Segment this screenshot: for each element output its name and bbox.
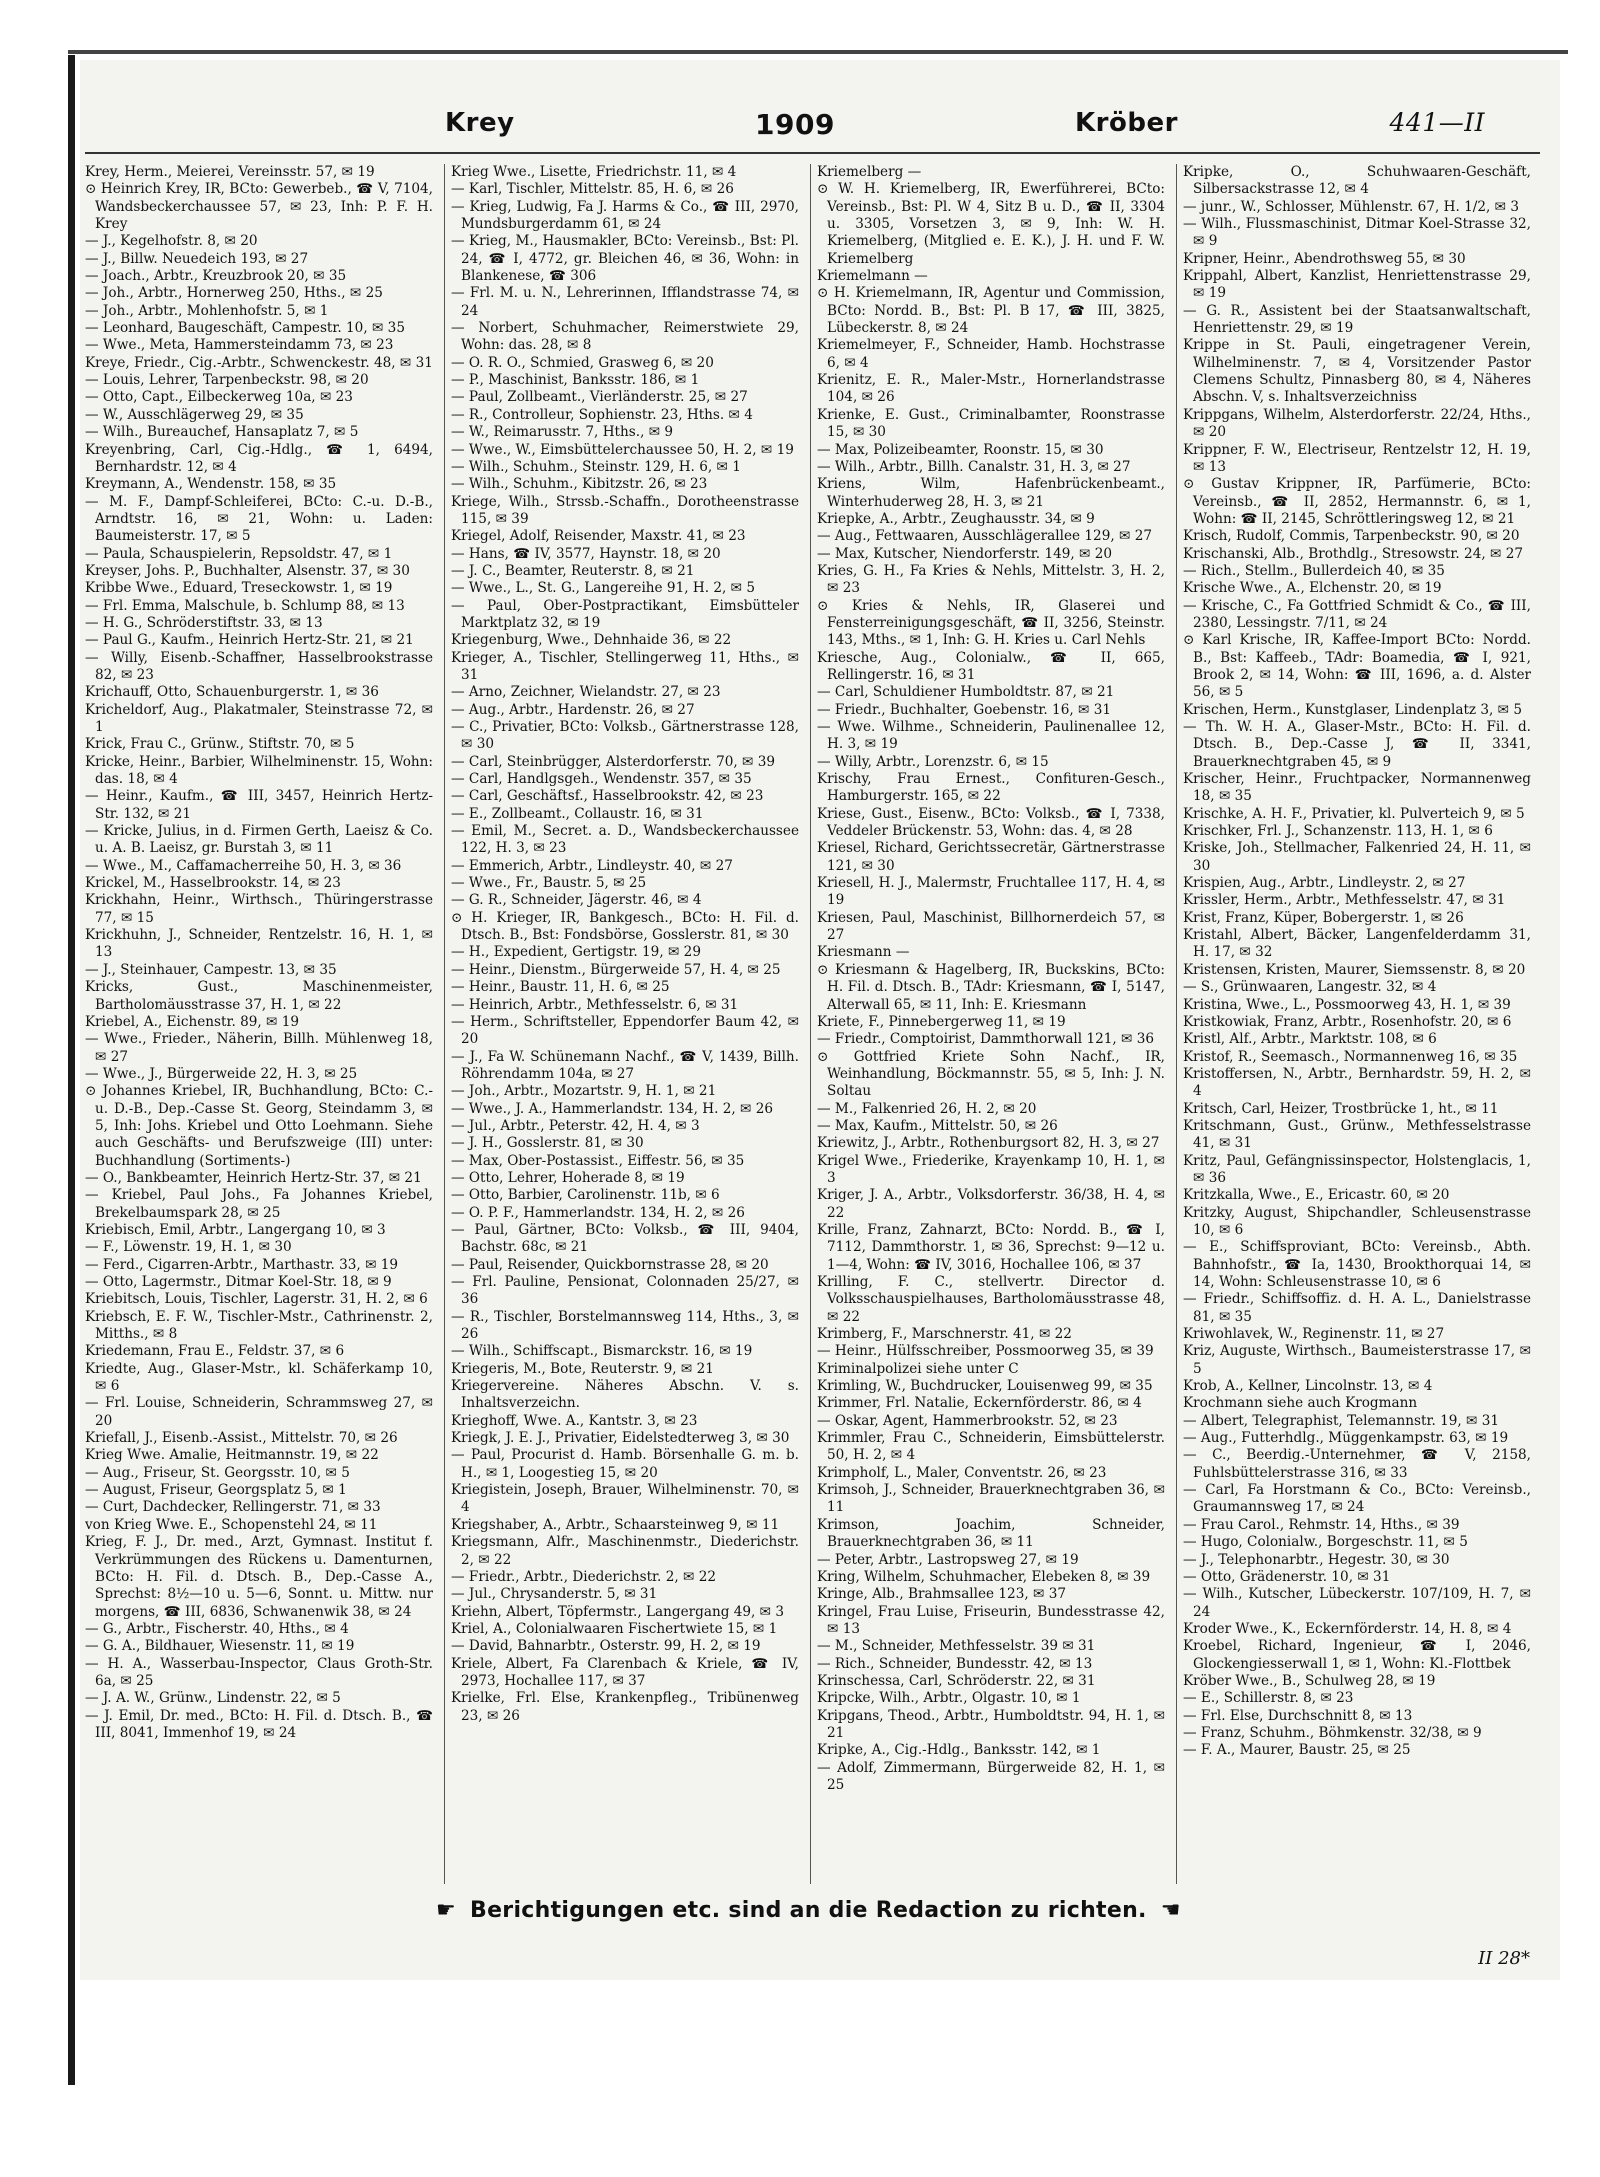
directory-entry: Kriewitz, J., Arbtr., Rothenburgsort 82, H. 3, ✉ 27 (817, 1135, 1160, 1152)
directory-entry: — H., Expedient, Gertigstr. 19, ✉ 29 (451, 944, 701, 961)
directory-entry: Kriele, Albert, Fa Clarenbach & Kriele, ☎ IV, 2973, Hochallee 117, ✉ 37 (451, 1655, 799, 1689)
directory-entry: — J. Emil, Dr. med., BCto: H. Fil. d. Dtsch. B., ☎ III, 8041, Immenhof 19, ✉ 24 (85, 1707, 433, 1741)
directory-entry: Krieger, A., Tischler, Stellingerweg 11, Hths., ✉ 31 (451, 649, 799, 683)
directory-entry: Krob, A., Kellner, Lincolnstr. 13, ✉ 4 (1183, 1378, 1433, 1395)
directory-entry: Kriegistein, Joseph, Brauer, Wilhelminenstr. 70, ✉ 4 (451, 1482, 799, 1516)
directory-entry: — Arno, Zeichner, Wielandstr. 27, ✉ 23 (451, 684, 721, 701)
directory-entry: — J., Fa W. Schünemann Nachf., ☎ V, 1439, Billh. Röhrendamm 104a, ✉ 27 (451, 1048, 799, 1082)
directory-entry: Kriebisch, Emil, Arbtr., Langergang 10, ✉ 3 (85, 1221, 386, 1238)
directory-entry: — Frl. M. u. N., Lehrerinnen, Ifflandstrasse 74, ✉ 24 (451, 285, 799, 319)
directory-entry: — Paul, Ober-Postpractikant, Eimsbütteler Marktplatz 32, ✉ 19 (451, 597, 799, 631)
directory-entry: — Frl. Pauline, Pensionat, Colonnaden 25/27, ✉ 36 (451, 1274, 799, 1308)
directory-entry: Kriege, Wilh., Strssb.-Schaffn., Dorotheenstrasse 115, ✉ 39 (451, 493, 799, 527)
directory-entry: — Albert, Telegraphist, Telemannstr. 19, ✉ 31 (1183, 1412, 1500, 1429)
directory-entry: — Karl, Tischler, Mittelstr. 85, H. 6, ✉ 26 (451, 181, 734, 198)
directory-entry: Kring, Wilhelm, Schuhmacher, Elebeken 8, ✉ 39 (817, 1568, 1151, 1585)
directory-entry: Kroebel, Richard, Ingenieur, ☎ I, 2046, Glockengiesserwall 1, ✉ 1, Wohn: Kl.-Flottbek (1183, 1638, 1531, 1672)
header-page-number: 441—II (1389, 108, 1485, 137)
directory-entry: — F. A., Maurer, Baustr. 25, ✉ 25 (1183, 1742, 1411, 1759)
directory-entry: — Krieg, M., Hausmakler, BCto: Vereinsb., Bst: Pl. 24, ☎ I, 4772, gr. Bleichen 46, ✉ 36, Wohn: in Blankenese, ☎ 306 (451, 233, 799, 285)
page-header (85, 108, 1540, 148)
directory-entry: — Joh., Arbtr., Mohlenhofstr. 5, ✉ 1 (85, 302, 329, 319)
directory-entry: — Heinr., Kaufm., ☎ III, 3457, Heinrich Hertz-Str. 132, ✉ 21 (85, 788, 433, 822)
directory-entry: Krilling, F. C., stellvertr. Director d. Volksschauspielhauses, Bartholomäusstrasse 48, ✉ 22 (817, 1274, 1165, 1325)
directory-entry: — J., Billw. Neuedeich 193, ✉ 27 (85, 250, 309, 267)
directory-entry: Krippgans, Wilhelm, Alsterdorferstr. 22/24, Hths., ✉ 20 (1183, 406, 1531, 441)
directory-entry: — G., Arbtr., Fischerstr. 40, Hths., ✉ 4 (85, 1620, 349, 1637)
directory-entry: Kriebitsch, Louis, Tischler, Lagerstr. 31, H. 2, ✉ 6 (85, 1291, 428, 1308)
directory-entry: — Curt, Dachdecker, Rellingerstr. 71, ✉ 33 (85, 1499, 381, 1516)
directory-entry: Krischer, Heinr., Fruchtpacker, Normannenweg 18, ✉ 35 (1183, 771, 1531, 805)
directory-entry: Krippe in St. Pauli, eingetragener Verein, Wilhelminenstr. 7, ✉ 4, Vorsitzender Pastor Clemens Schultz, Pinnasberg 80, ✉ 4, Näheres Abschn. V, s. Inhaltsverzeichniss (1183, 337, 1531, 406)
directory-entry: Krispien, Aug., Arbtr., Lindleystr. 2, ✉ 27 (1183, 875, 1466, 892)
pointing-hand-left-icon: ☚ (1160, 1898, 1181, 1923)
directory-entry: — Max, Ober-Postassist., Eiffestr. 56, ✉ 35 (451, 1152, 745, 1169)
directory-entry: — Wwe., Frieder., Näherin, Billh. Mühlenweg 18, ✉ 27 (85, 1031, 433, 1065)
directory-entry: Krist, Franz, Küper, Bobergerstr. 1, ✉ 26 (1183, 909, 1464, 926)
directory-entry: — Heinr., Hülfsschreiber, Possmoorweg 35, ✉ 39 (817, 1343, 1154, 1360)
directory-entry: Krimsoh, J., Schneider, Brauerknechtgraben 36, ✉ 11 (817, 1482, 1165, 1516)
directory-entry: — Norbert, Schuhmacher, Reimerstwiete 29, Wohn: das. 28, ✉ 8 (451, 320, 799, 354)
directory-entry: — Max, Polizeibeamter, Roonstr. 15, ✉ 30 (817, 441, 1104, 458)
directory-entry: Kripgans, Theod., Arbtr., Humboldtstr. 94, H. 1, ✉ 21 (817, 1707, 1165, 1741)
directory-entry: Kringe, Alb., Brahmsallee 123, ✉ 37 (817, 1586, 1066, 1603)
directory-entry: — Rich., Schneider, Bundesstr. 42, ✉ 13 (817, 1655, 1093, 1672)
directory-entry: ⊙ W. H. Kriemelberg, IR, Ewerführerei, BCto: Vereinsb., Bst: Pl. W 4, Sitz B u. D., ☎ II, 3304 u. 3305, Vorsetzen 3, ✉ 9, Inh: W. H. Kriemelberg, (Mitglied e. E. K.), J. H. und F. W. Kriemelberg (817, 181, 1165, 267)
directory-entry: — Th. W. H. A., Glaser-Mstr., BCto: H. Fil. d. Dtsch. B., Dep.-Casse J, ☎ II, 3341, Brauerknechtgraben 45, ✉ 9 (1183, 719, 1531, 770)
directory-entry: von Krieg Wwe. E., Schopenstehl 24, ✉ 11 (85, 1516, 378, 1533)
column-divider (1176, 164, 1177, 1884)
directory-entry: Kristof, R., Seemasch., Normannenweg 16, ✉ 35 (1183, 1048, 1518, 1065)
directory-entry: Kriemelmann — (817, 268, 928, 285)
directory-entry: Kries, G. H., Fa Kries & Nehls, Mittelstr. 3, H. 2, ✉ 23 (817, 562, 1165, 597)
directory-entry: Krischanski, Alb., Brothdlg., Stresowstr. 24, ✉ 27 (1183, 545, 1523, 562)
directory-entry: — J., Telephonarbtr., Hegestr. 30, ✉ 30 (1183, 1551, 1450, 1568)
directory-entry: — Friedr., Arbtr., Diederichstr. 2, ✉ 22 (451, 1568, 716, 1585)
directory-entry: — R., Tischler, Borstelmannsweg 114, Hths., 3, ✉ 26 (451, 1308, 799, 1343)
directory-column-3 (817, 164, 1165, 1884)
directory-entry: — Kricke, Julius, in d. Firmen Gerth, Laeisz & Co. u. A. B. Laeisz, gr. Burstah 3, ✉ 11 (85, 823, 433, 857)
directory-entry: Krissler, Herm., Arbtr., Methfesselstr. 47, ✉ 31 (1183, 892, 1506, 909)
column-divider (444, 164, 445, 1884)
directory-entry: Krischen, Herm., Kunstglaser, Lindenplatz 3, ✉ 5 (1183, 701, 1523, 718)
directory-entry: — Heinr., Dienstm., Bürgerweide 57, H. 4, ✉ 25 (451, 961, 781, 978)
directory-entry: Kriegervereine. Näheres Abschn. V. s. Inhaltsverzeichn. (451, 1378, 799, 1412)
directory-entry: — Wwe., J. A., Hammerlandstr. 134, H. 2, ✉ 26 (451, 1100, 774, 1117)
directory-entry: Krielke, Frl. Else, Krankenpfleg., Tribünenweg 23, ✉ 26 (451, 1690, 799, 1724)
directory-entry: — Wwe., Meta, Hammersteindamm 73, ✉ 23 (85, 337, 394, 354)
directory-entry: — Jul., Arbtr., Peterstr. 42, H. 4, ✉ 3 (451, 1117, 700, 1134)
directory-entry: — J., Kegelhofstr. 8, ✉ 20 (85, 233, 258, 250)
directory-entry: Kriegeris, M., Bote, Reuterstr. 9, ✉ 21 (451, 1360, 714, 1377)
directory-entry: Kripke, O., Schuhwaaren-Geschäft, Silbersackstrasse 12, ✉ 4 (1183, 164, 1531, 198)
directory-entry: — Rich., Stellm., Bullerdeich 40, ✉ 35 (1183, 562, 1445, 579)
directory-entry: — O. R. O., Schmied, Grasweg 6, ✉ 20 (451, 354, 714, 371)
directory-entry: — Hugo, Colonialw., Borgeschstr. 11, ✉ 5 (1183, 1534, 1468, 1551)
directory-entry: Krimpholf, L., Maler, Conventstr. 26, ✉ 23 (817, 1464, 1107, 1481)
directory-entry: Kristahl, Albert, Bäcker, Langenfelderdamm 31, H. 17, ✉ 32 (1183, 927, 1531, 961)
directory-entry: — Paula, Schauspielerin, Repsoldstr. 47, ✉ 1 (85, 545, 393, 562)
directory-entry: — Wilh., Arbtr., Billh. Canalstr. 31, H. 3, ✉ 27 (817, 458, 1131, 475)
directory-entry: ⊙ Johannes Kriebel, IR, Buchhandlung, BCto: C.-u. D.-B., Dep.-Casse St. Georg, Steindamm 3, ✉ 5, Inh: Johs. Kriebel und Otto Loehmann. Siehe auch Geschäfts- und Berufszweige (III) unter: Buchhandlung (Sortiments-) (85, 1083, 433, 1169)
directory-entry: — Wwe., W., Eimsbüttelerchaussee 50, H. 2, ✉ 19 (451, 441, 794, 458)
directory-entry: Kriegshaber, A., Arbtr., Schaarsteinweg 9, ✉ 11 (451, 1516, 780, 1533)
directory-entry: — Frl. Louise, Schneiderin, Schrammsweg 27, ✉ 20 (85, 1395, 433, 1429)
directory-entry: — Heinrich, Arbtr., Methfesselstr. 6, ✉ 31 (451, 996, 739, 1013)
directory-entry: — G. R., Assistent bei der Staatsanwaltschaft, Henriettenstr. 29, ✉ 19 (1183, 302, 1531, 337)
directory-entry: — E., Zollbeamt., Collaustr. 16, ✉ 31 (451, 805, 704, 822)
directory-entry: ⊙ Heinrich Krey, IR, BCto: Gewerbeb., ☎ V, 7104, Wandsbeckerchaussee 57, ✉ 23, Inh: P. F. H. Krey (85, 181, 433, 233)
directory-entry: — Friedr., Buchhalter, Goebenstr. 16, ✉ 31 (817, 701, 1112, 718)
footer-note-text: Berichtigungen etc. sind an die Redaction zu richten. (470, 1898, 1147, 1923)
directory-entry: Kriens, Wilm, Hafenbrückenbeamt., Winterhuderweg 28, H. 3, ✉ 21 (817, 476, 1165, 510)
directory-entry: Kripcke, Wilh., Arbtr., Olgastr. 10, ✉ 1 (817, 1690, 1081, 1707)
directory-entry: — Carl, Steinbrügger, Alsterdorferstr. 70, ✉ 39 (451, 753, 776, 770)
directory-entry: Krick, Frau C., Grünw., Stiftstr. 70, ✉ 5 (85, 736, 355, 753)
directory-entry: Kriske, Joh., Stellmacher, Falkenried 24, H. 11, ✉ 30 (1183, 840, 1531, 874)
header-year: 1909 (755, 108, 835, 141)
directory-entry: — Wwe., Fr., Baustr. 5, ✉ 25 (451, 875, 647, 892)
directory-entry: — Hans, ☎ IV, 3577, Haynstr. 18, ✉ 20 (451, 545, 721, 562)
directory-entry: — August, Friseur, Georgsplatz 5, ✉ 1 (85, 1482, 347, 1499)
directory-entry: Kribbe Wwe., Eduard, Treseckowstr. 1, ✉ 19 (85, 580, 393, 597)
directory-entry: — R., Controlleur, Sophienstr. 23, Hths. ✉ 4 (451, 406, 753, 423)
directory-entry: — Joach., Arbtr., Kreuzbrook 20, ✉ 35 (85, 268, 347, 285)
directory-entry: Kripke, A., Cig.-Hdlg., Banksstr. 142, ✉ 1 (817, 1742, 1101, 1759)
directory-entry: — O., Bankbeamter, Heinrich Hertz-Str. 37, ✉ 21 (85, 1169, 422, 1186)
directory-entry: — F., Löwenstr. 19, H. 1, ✉ 30 (85, 1239, 292, 1256)
directory-entry: Kriehn, Albert, Töpfermstr., Langergang 49, ✉ 3 (451, 1603, 785, 1620)
directory-entry: — Otto, Lagermstr., Ditmar Koel-Str. 18, ✉ 9 (85, 1274, 392, 1290)
directory-entry: — Willy, Eisenb.-Schaffner, Hasselbrookstrasse 82, ✉ 23 (85, 649, 433, 683)
directory-entry: Krienitz, E. R., Maler-Mstr., Hornerlandstrasse 104, ✉ 26 (817, 372, 1165, 406)
directory-entry: Kristl, Alf., Arbtr., Marktstr. 108, ✉ 6 (1183, 1031, 1437, 1048)
directory-entry: — O. P. F., Hammerlandstr. 134, H. 2, ✉ 26 (451, 1204, 745, 1221)
directory-entry: Krimson, Joachim, Schneider, Brauerknechtgraben 36, ✉ 11 (817, 1516, 1165, 1551)
directory-entry: Krickel, M., Hasselbrookstr. 14, ✉ 23 (85, 875, 341, 892)
directory-entry: ⊙ Kries & Nehls, IR, Glaserei und Fensterreinigungsgeschäft, ☎ II, 3256, Steinstr. 143, Mths., ✉ 1, Inh: G. H. Kries u. Carl Nehls (817, 597, 1165, 649)
directory-column-1 (85, 164, 433, 1884)
directory-entry: — Wilh., Schuhm., Steinstr. 129, H. 6, ✉ 1 (451, 458, 741, 475)
directory-entry: — Wwe. Wilhme., Schneiderin, Paulinenallee 12, H. 3, ✉ 19 (817, 719, 1165, 753)
directory-entry: — Max, Kutscher, Niendorferstr. 149, ✉ 20 (817, 545, 1113, 562)
directory-entry: Krischker, Frl. J., Schanzenstr. 113, H. 1, ✉ 6 (1183, 823, 1493, 840)
directory-entry: Kriefall, J., Eisenb.-Assist., Mittelstr. 70, ✉ 26 (85, 1430, 398, 1447)
directory-entry: Kriegsmann, Alfr., Maschinenmstr., Diederichstr. 2, ✉ 22 (451, 1534, 799, 1568)
directory-entry: — Willy, Arbtr., Lorenzstr. 6, ✉ 15 (817, 753, 1049, 770)
directory-entry: Kriesche, Aug., Colonialw., ☎ II, 665, Rellingerstr. 16, ✉ 31 (817, 649, 1165, 683)
directory-entry: Kristkowiak, Franz, Arbtr., Rosenhofstr. 20, ✉ 6 (1183, 1013, 1512, 1030)
directory-entry: — Heinr., Baustr. 11, H. 6, ✉ 25 (451, 979, 670, 996)
directory-entry: — Wwe., M., Caffamacherreihe 50, H. 3, ✉ 36 (85, 857, 402, 874)
directory-entry: Kriger, J. A., Arbtr., Volksdorferstr. 36/38, H. 4, ✉ 22 (817, 1187, 1165, 1221)
directory-entry: — Max, Kaufm., Mittelstr. 50, ✉ 26 (817, 1117, 1058, 1134)
directory-entry: Kriegk, J. E. J., Privatier, Eidelstedterweg 3, ✉ 30 (451, 1430, 790, 1447)
directory-entry: Kripner, Heinr., Abendrothsweg 55, ✉ 30 (1183, 250, 1466, 267)
directory-entry: Kriepke, A., Arbtr., Zeughausstr. 34, ✉ 9 (817, 510, 1095, 527)
directory-entry: Krische Wwe., A., Elchenstr. 20, ✉ 19 (1183, 580, 1442, 597)
directory-entry: — Carl, Geschäftsf., Hasselbrookstr. 42, ✉ 23 (451, 788, 764, 805)
directory-entry: Kreye, Friedr., Cig.-Arbtr., Schwenckestr. 48, ✉ 31 (85, 354, 433, 371)
directory-entry: — Otto, Barbier, Carolinenstr. 11b, ✉ 6 (451, 1187, 720, 1204)
directory-entry: — junr., W., Schlosser, Mühlenstr. 67, H. 1/2, ✉ 3 (1183, 198, 1519, 215)
directory-entry: — J. C., Beamter, Reuterstr. 8, ✉ 21 (451, 562, 695, 579)
scan-border-top (68, 50, 1568, 54)
directory-entry: — Wilh., Schuhm., Kibitzstr. 26, ✉ 23 (451, 476, 708, 493)
directory-entry: — Aug., Friseur, St. Georgsstr. 10, ✉ 5 (85, 1464, 350, 1481)
directory-entry: Kristoffersen, N., Arbtr., Bernhardstr. 59, H. 2, ✉ 4 (1183, 1065, 1531, 1100)
directory-entry: Krischke, A. H. F., Privatier, kl. Pulverteich 9, ✉ 5 (1183, 805, 1525, 822)
directory-entry: — Wilh., Flussmaschinist, Ditmar Koel-Strasse 32, ✉ 9 (1183, 216, 1531, 250)
directory-entry: — Ferd., Cigarren-Arbtr., Marthastr. 33, ✉ 19 (85, 1256, 399, 1273)
directory-entry: — P., Maschinist, Banksstr. 186, ✉ 1 (451, 372, 700, 389)
directory-entry: — E., Schiffsproviant, BCto: Vereinsb., Abth. Bahnhofstr., ☎ Ia, 1430, Brookthorquai 14, ✉ 14, Wohn: Schleusenstrasse 10, ✉ 6 (1183, 1239, 1531, 1290)
directory-entry: — Paul, Reisender, Quickbornstrasse 28, ✉ 20 (451, 1256, 769, 1273)
directory-entry: — Aug., Futterhdlg., Müggenkampstr. 63, ✉ 19 (1183, 1430, 1509, 1447)
directory-entry: — Kriebel, Paul Johs., Fa Johannes Kriebel, Brekelbaumspark 28, ✉ 25 (85, 1187, 433, 1221)
directory-entry: — M. F., Dampf-Schleiferei, BCto: C.-u. D.-B., Arndtstr. 16, ✉ 21, Wohn: u. Laden: Baumeisterstr. 17, ✉ 5 (85, 493, 433, 545)
directory-entry: — Krische, C., Fa Gottfried Schmidt & Co., ☎ III, 2380, Lessingstr. 7/11, ✉ 24 (1183, 597, 1531, 631)
directory-entry: — Paul, Gärtner, BCto: Volksb., ☎ III, 9404, Bachstr. 68c, ✉ 21 (451, 1221, 799, 1256)
directory-entry: — Friedr., Schiffsoffiz. d. H. A. L., Danielstrasse 81, ✉ 35 (1183, 1291, 1531, 1325)
directory-entry: Krieg, F. J., Dr. med., Arzt, Gymnast. Institut f. Verkrümmungen des Rückens u. Damenturnen, BCto: H. Fil. d. Dtsch. B., Dep.-Casse A., Sprechst: 8½—10 u. 5—6, Sonnt. u. Mittw. nur morgens, ☎ III, 6836, Schwanenwik 38, ✉ 24 (85, 1534, 433, 1620)
directory-entry: — W., Ausschlägerweg 29, ✉ 35 (85, 406, 304, 423)
directory-entry: Kriz, Auguste, Wirthsch., Baumeisterstrasse 17, ✉ 5 (1183, 1343, 1531, 1377)
directory-entry: — Carl, Handlgsgeh., Wendenstr. 357, ✉ 35 (451, 771, 752, 788)
directory-entry: Kriesmann — (817, 944, 910, 961)
directory-entry: — H. G., Schröderstiftstr. 33, ✉ 13 (85, 614, 323, 631)
directory-entry: Kriel, A., Colonialwaaren Fischertwiete 15, ✉ 1 (451, 1620, 778, 1637)
directory-entry: Krochmann siehe auch Krogmann (1183, 1395, 1418, 1412)
directory-entry: — S., Grünwaaren, Langestr. 32, ✉ 4 (1183, 979, 1437, 996)
header-last-name: Kröber (1075, 108, 1178, 138)
directory-entry: — J. A. W., Grünw., Lindenstr. 22, ✉ 5 (85, 1690, 341, 1707)
directory-entry: Krimmler, Frau C., Schneiderin, Eimsbüttelerstr. 50, H. 2, ✉ 4 (817, 1430, 1165, 1464)
footer-note (430, 1898, 1187, 1923)
scan-border-left (68, 55, 75, 2085)
directory-entry: — J., Steinhauer, Campestr. 13, ✉ 35 (85, 961, 337, 978)
directory-entry: — Wilh., Schiffscapt., Bismarckstr. 16, ✉ 19 (451, 1343, 753, 1360)
directory-entry: Kriese, Gust., Eisenw., BCto: Volksb., ☎ I, 7338, Veddeler Brückenstr. 53, Wohn: das. 4, ✉ 28 (817, 805, 1165, 840)
directory-entry: ⊙ Karl Krische, IR, Kaffee-Import BCto: Nordd. B., Bst: Kaffeeb., TAdr: Boamedia, ☎ I, 921, Brook 2, ✉ 14, Wohn: ☎ III, 1696, a. d. Alster 56, ✉ 5 (1183, 632, 1531, 701)
directory-entry: — Otto, Grädenerstr. 10, ✉ 31 (1183, 1568, 1391, 1585)
directory-entry: — Carl, Schuldiener Humboldtstr. 87, ✉ 21 (817, 684, 1115, 701)
directory-entry: — Herm., Schriftsteller, Eppendorfer Baum 42, ✉ 20 (451, 1013, 799, 1048)
directory-entry: Krieg Wwe., Lisette, Friedrichstr. 11, ✉ 4 (451, 164, 737, 180)
directory-entry: Krigel Wwe., Friederike, Krayenkamp 10, H. 1, ✉ 3 (817, 1152, 1165, 1186)
directory-entry: ⊙ H. Krieger, IR, Bankgesch., BCto: H. Fil. d. Dtsch. B., Bst: Fondsbörse, Gosslerstr. 81, ✉ 30 (451, 909, 799, 944)
directory-entry: Krisch, Rudolf, Commis, Tarpenbeckstr. 90, ✉ 20 (1183, 528, 1520, 545)
directory-entry: — Krieg, Ludwig, Fa J. Harms & Co., ☎ III, 2970, Mundsburgerdamm 61, ✉ 24 (451, 198, 799, 233)
directory-entry: Krichauff, Otto, Schauenburgerstr. 1, ✉ 36 (85, 684, 379, 701)
directory-entry: — Jul., Chrysanderstr. 5, ✉ 31 (451, 1586, 658, 1603)
directory-entry: Kricke, Heinr., Barbier, Wilhelminenstr. 15, Wohn: das. 18, ✉ 4 (85, 753, 433, 788)
directory-entry: — E., Schillerstr. 8, ✉ 23 (1183, 1690, 1354, 1707)
directory-entry: — C., Beerdig.-Unternehmer, ☎ V, 2158, Fuhlsbüttelerstrasse 316, ✉ 33 (1183, 1447, 1531, 1481)
directory-entry: — Frl. Emma, Malschule, b. Schlump 88, ✉ 13 (85, 597, 405, 614)
directory-entry: Krille, Franz, Zahnarzt, BCto: Nordd. B., ☎ I, 7112, Dammthorstr. 1, ✉ 36, Sprechst: 9—12 u. 1—4, Wohn: ☎ IV, 3016, Hochallee 106, ✉ 37 (817, 1221, 1165, 1273)
directory-columns (85, 164, 1540, 1884)
directory-entry: Kricheldorf, Aug., Plakatmaler, Steinstrasse 72, ✉ 1 (85, 701, 433, 735)
directory-entry: Kringel, Frau Luise, Friseurin, Bundesstrasse 42, ✉ 13 (817, 1603, 1165, 1637)
directory-entry: Kriedte, Aug., Glaser-Mstr., kl. Schäferkamp 10, ✉ 6 (85, 1360, 433, 1395)
directory-entry: — M., Schneider, Methfesselstr. 39 ✉ 31 (817, 1638, 1096, 1655)
directory-entry: Krimling, W., Buchdrucker, Louisenweg 99, ✉ 35 (817, 1378, 1153, 1395)
directory-entry: — Leonhard, Baugeschäft, Campestr. 10, ✉ 35 (85, 320, 405, 337)
directory-entry: ⊙ Kriesmann & Hagelberg, IR, Buckskins, BCto: H. Fil. d. Dtsch. B., TAdr: Kriesmann, ☎ I, 5147, Alterwall 65, ✉ 11, Inh: E. Kriesmann (817, 961, 1165, 1013)
directory-column-4 (1183, 164, 1531, 1884)
directory-entry: ⊙ Gottfried Kriete Sohn Nachf., IR, Weinhandlung, Böckmannstr. 55, ✉ 5, Inh: J. N. Soltau (817, 1048, 1165, 1100)
directory-entry: — Paul, Procurist d. Hamb. Börsenhalle G. m. b. H., ✉ 1, Loogestieg 15, ✉ 20 (451, 1447, 799, 1481)
directory-entry: — Louis, Lehrer, Tarpenbeckstr. 98, ✉ 20 (85, 372, 369, 389)
directory-entry: Kriebsch, E. F. W., Tischler-Mstr., Cathrinenstr. 2, Mitths., ✉ 8 (85, 1308, 433, 1343)
directory-entry: Kritschmann, Gust., Grünw., Methfesselstrasse 41, ✉ 31 (1183, 1117, 1531, 1152)
directory-entry: Kriebel, A., Eichenstr. 89, ✉ 19 (85, 1013, 300, 1030)
directory-entry: — Frl. Else, Durchschnitt 8, ✉ 13 (1183, 1707, 1413, 1724)
directory-entry: Kriemelmeyer, F., Schneider, Hamb. Hochstrasse 6, ✉ 4 (817, 337, 1165, 371)
directory-entry: — Carl, Fa Horstmann & Co., BCto: Vereinsb., Graumannsweg 17, ✉ 24 (1183, 1482, 1531, 1516)
directory-entry: — G. A., Bildhauer, Wiesenstr. 11, ✉ 19 (85, 1638, 355, 1655)
directory-entry: — Otto, Lehrer, Hoherade 8, ✉ 19 (451, 1169, 685, 1186)
directory-entry: — Aug., Arbtr., Hardenstr. 26, ✉ 27 (451, 701, 695, 718)
directory-entry: Kritsch, Carl, Heizer, Trostbrücke 1, ht., ✉ 11 (1183, 1100, 1499, 1117)
directory-entry: — Frau Carol., Rehmstr. 14, Hths., ✉ 39 (1183, 1516, 1460, 1533)
directory-entry: — M., Falkenried 26, H. 2, ✉ 20 (817, 1100, 1037, 1117)
directory-entry: Krippner, F. W., Electriseur, Rentzelstr 12, H. 19, ✉ 13 (1183, 441, 1531, 475)
directory-entry: — Paul, Zollbeamt., Vierländerstr. 25, ✉ 27 (451, 389, 748, 406)
directory-entry: — Wilh., Kutscher, Lübeckerstr. 107/109, H. 7, ✉ 24 (1183, 1586, 1531, 1620)
directory-entry: — Emmerich, Arbtr., Lindleystr. 40, ✉ 27 (451, 857, 733, 874)
directory-entry: — Emil, M., Secret. a. D., Wandsbeckerchaussee 122, H. 3, ✉ 23 (451, 823, 799, 857)
directory-entry: — Friedr., Comptoirist, Dammthorwall 121, ✉ 36 (817, 1031, 1155, 1048)
directory-entry: — Joh., Arbtr., Hornerweg 250, Hths., ✉ 25 (85, 285, 383, 302)
directory-entry: Kriwohlavek, W., Reginenstr. 11, ✉ 27 (1183, 1326, 1445, 1343)
directory-entry: Kriedemann, Frau E., Feldstr. 37, ✉ 6 (85, 1343, 345, 1360)
directory-entry: Kriete, F., Pinnebergerweg 11, ✉ 19 (817, 1013, 1066, 1030)
directory-entry: Krischy, Frau Ernest., Confituren-Gesch., Hamburgerstr. 165, ✉ 22 (817, 771, 1165, 805)
directory-entry: Kriesell, H. J., Malermstr, Fruchtallee 117, H. 4, ✉ 19 (817, 875, 1165, 909)
directory-entry: Krieghoff, Wwe. A., Kantstr. 3, ✉ 23 (451, 1412, 698, 1429)
directory-entry: — David, Bahnarbtr., Osterstr. 99, H. 2, ✉ 19 (451, 1638, 761, 1655)
directory-entry: — Aug., Fettwaaren, Ausschlägerallee 129, ✉ 27 (817, 528, 1152, 545)
header-rule (85, 152, 1540, 154)
directory-entry: Krickhahn, Heinr., Wirthsch., Thüringerstrasse 77, ✉ 15 (85, 892, 433, 926)
directory-entry: Kritzkalla, Wwe., E., Ericastr. 60, ✉ 20 (1183, 1187, 1450, 1204)
directory-entry: Kristina, Wwe., L., Possmoorweg 43, H. 1, ✉ 39 (1183, 996, 1511, 1013)
directory-entry: Kriminalpolizei siehe unter C (817, 1360, 1019, 1377)
directory-entry: Krinschessa, Carl, Schröderstr. 22, ✉ 31 (817, 1672, 1096, 1689)
directory-entry: — Oskar, Agent, Hammerbrookstr. 52, ✉ 23 (817, 1412, 1118, 1429)
directory-entry: Krickhuhn, J., Schneider, Rentzelstr. 16, H. 1, ✉ 13 (85, 927, 433, 961)
directory-entry: Krieg Wwe. Amalie, Heitmannstr. 19, ✉ 22 (85, 1447, 379, 1464)
directory-entry: — J. H., Gosslerstr. 81, ✉ 30 (451, 1135, 644, 1152)
directory-entry: Krippahl, Albert, Kanzlist, Henriettenstrasse 29, ✉ 19 (1183, 268, 1531, 302)
directory-entry: — Otto, Capt., Eilbeckerweg 10a, ✉ 23 (85, 389, 353, 406)
directory-entry: — Wilh., Bureauchef, Hansaplatz 7, ✉ 5 (85, 424, 359, 441)
directory-entry: — Peter, Arbtr., Lastropsweg 27, ✉ 19 (817, 1551, 1079, 1568)
directory-entry: — Joh., Arbtr., Mozartstr. 9, H. 1, ✉ 21 (451, 1083, 717, 1100)
directory-column-2 (451, 164, 799, 1884)
directory-entry: ⊙ Gustav Krippner, IR, Parfümerie, BCto: Vereinsb., ☎ II, 2852, Hermannstr. 6, ✉ 1, Wohn: ☎ II, 2145, Schröttleringsweg 12, ✉ 21 (1183, 476, 1531, 527)
directory-entry: Krimberg, F., Marschnerstr. 41, ✉ 22 (817, 1326, 1072, 1343)
pointing-hand-right-icon: ☛ (436, 1898, 457, 1923)
directory-entry: — Wwe., L., St. G., Langereihe 91, H. 2, ✉ 5 (451, 580, 756, 597)
directory-entry: — Paul G., Kaufm., Heinrich Hertz-Str. 21, ✉ 21 (85, 632, 414, 649)
directory-entry: Kriegenburg, Wwe., Dehnhaide 36, ✉ 22 (451, 632, 732, 649)
directory-entry: Kreymann, A., Wendenstr. 158, ✉ 35 (85, 476, 337, 493)
directory-entry: — Wwe., J., Bürgerweide 22, H. 3, ✉ 25 (85, 1065, 358, 1082)
directory-entry: — H. A., Wasserbau-Inspector, Claus Groth-Str. 6a, ✉ 25 (85, 1655, 433, 1689)
directory-entry: — Adolf, Zimmermann, Bürgerweide 82, H. 1, ✉ 25 (817, 1759, 1165, 1793)
directory-entry: Krienke, E. Gust., Criminalbamter, Roonstrasse 15, ✉ 30 (817, 406, 1165, 441)
directory-entry: Kristensen, Kristen, Maurer, Siemssenstr. 8, ✉ 20 (1183, 961, 1526, 978)
column-divider (810, 164, 811, 1884)
directory-entry: Kriegel, Adolf, Reisender, Maxstr. 41, ✉ 23 (451, 528, 746, 545)
directory-entry: Kriesen, Paul, Maschinist, Billhornerdeich 57, ✉ 27 (817, 909, 1165, 944)
directory-entry: — G. R., Schneider, Jägerstr. 46, ✉ 4 (451, 892, 702, 909)
directory-entry: — Franz, Schuhm., Böhmkenstr. 32/38, ✉ 9 (1183, 1724, 1482, 1741)
directory-entry: Kritz, Paul, Gefängnissinspector, Holstenglacis, 1, ✉ 36 (1183, 1152, 1531, 1186)
directory-entry: — C., Privatier, BCto: Volksb., Gärtnerstrasse 128, ✉ 30 (451, 719, 799, 753)
directory-entry: ⊙ H. Kriemelmann, IR, Agentur und Commission, BCto: Nordd. B., Bst: Pl. B 17, ☎ III, 3825, Lübeckerstr. 8, ✉ 24 (817, 285, 1165, 337)
directory-entry: — W., Reimarusstr. 7, Hths., ✉ 9 (451, 424, 674, 441)
directory-entry: Kricks, Gust., Maschinenmeister, Bartholomäusstrasse 37, H. 1, ✉ 22 (85, 979, 433, 1013)
directory-entry: Kritzky, August, Shipchandler, Schleusenstrasse 10, ✉ 6 (1183, 1204, 1531, 1238)
directory-entry: Kriesel, Richard, Gerichtssecretär, Gärtnerstrasse 121, ✉ 30 (817, 840, 1165, 874)
directory-entry: Kriemelberg — (817, 164, 922, 180)
directory-entry: Kroder Wwe., K., Eckernförderstr. 14, H. 8, ✉ 4 (1183, 1620, 1512, 1637)
directory-entry: Kreyser, Johs. P., Buchhalter, Alsenstr. 37, ✉ 30 (85, 562, 410, 579)
directory-entry: Kröber Wwe., B., Schulweg 28, ✉ 19 (1183, 1672, 1436, 1689)
sheet-signature: II 28* (1478, 1948, 1530, 1969)
directory-entry: Kreyenbring, Carl, Cig.-Hdlg., ☎ 1, 6494, Bernhardstr. 12, ✉ 4 (85, 441, 433, 475)
header-first-name: Krey (445, 108, 515, 138)
directory-entry: Krey, Herm., Meierei, Vereinsstr. 57, ✉ 19 (85, 164, 375, 180)
directory-entry: Krimmer, Frl. Natalie, Eckernförderstr. 86, ✉ 4 (817, 1395, 1142, 1412)
